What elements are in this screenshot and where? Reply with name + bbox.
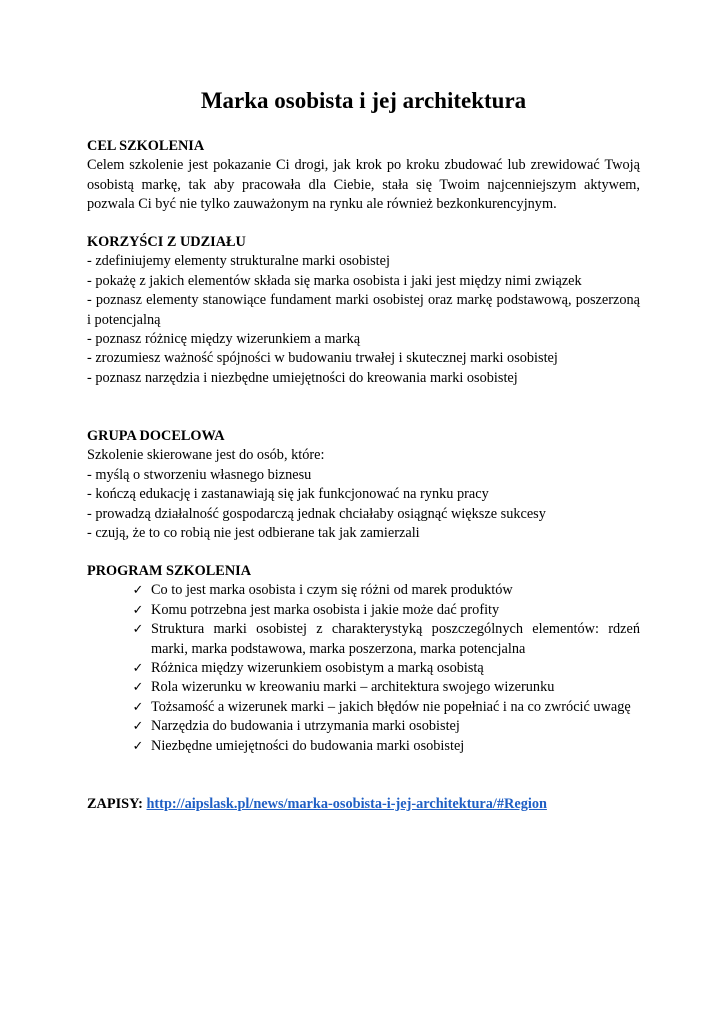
benefit-item: - poznasz różnicę między wizerunkiem a marką bbox=[87, 331, 361, 348]
program-item bbox=[87, 620, 640, 659]
audience-section bbox=[87, 427, 640, 543]
audience-item: - prowadzą działalność gospodarczą jednak chciałaby osiągnąć większe sukcesy bbox=[87, 505, 546, 522]
signup-label: ZAPISY: bbox=[87, 796, 143, 812]
benefit-item: - zdefiniujemy elementy strukturalne marki osobistej bbox=[87, 253, 390, 270]
program-item bbox=[87, 717, 640, 736]
checkmark-icon: ✓ bbox=[132, 719, 144, 735]
goal-text: Celem szkolenie jest pokazanie Ci drogi, jak krok po kroku zbudować lub zrewidować Twoją osobistą markę, tak aby pracowała dla Ciebie, stała się Twoim najcenniejszym aktywem, pozwala Ci być nie tylko zauważonym na rynku ale również bezkonkurencyjnym. bbox=[87, 157, 640, 213]
audience-item: - myślą o stworzeniu własnego biznesu bbox=[87, 466, 312, 483]
checkmark-icon: ✓ bbox=[132, 738, 144, 754]
goal-section bbox=[87, 137, 640, 215]
program-item-text: Narzędzia do budowania i utrzymania marki osobistej bbox=[151, 718, 460, 735]
program-section bbox=[87, 562, 640, 756]
program-item-text: Rola wizerunku w kreowaniu marki – architektura swojego wizerunku bbox=[151, 679, 555, 696]
program-item bbox=[87, 737, 640, 756]
benefits-section bbox=[87, 233, 640, 388]
benefit-item: - zrozumiesz ważność spójności w budowaniu trwałej i skutecznej marki osobistej bbox=[87, 350, 558, 367]
signup-line bbox=[87, 795, 547, 814]
document-title: Marka osobista i jej architektura bbox=[200, 88, 527, 113]
checkmark-icon: ✓ bbox=[132, 602, 144, 618]
signup-link[interactable]: http://aipslask.pl/news/marka-osobista-i-jej-architektura/#Region bbox=[146, 796, 547, 812]
benefit-item: - pokażę z jakich elementów składa się marka osobista i jaki jest między nimi związek bbox=[87, 272, 582, 289]
checkmark-icon: ✓ bbox=[132, 680, 144, 696]
program-item bbox=[87, 678, 640, 697]
program-list bbox=[87, 581, 640, 756]
audience-heading: GRUPA DOCELOWA bbox=[87, 428, 225, 444]
goal-heading: CEL SZKOLENIA bbox=[87, 138, 205, 154]
program-item-text: Co to jest marka osobista i czym się różni od marek produktów bbox=[151, 582, 513, 599]
checkmark-icon: ✓ bbox=[132, 661, 144, 677]
program-item bbox=[87, 601, 640, 620]
benefit-item: - poznasz elementy stanowiące fundament marki osobistej oraz markę podstawową, poszerzoną i potencjalną bbox=[87, 292, 640, 328]
audience-item: - czują, że to co robią nie jest odbierane tak jak zamierzali bbox=[87, 525, 420, 542]
program-item-text: Niezbędne umiejętności do budowania marki osobistej bbox=[151, 737, 465, 754]
program-item-text: Różnica między wizerunkiem osobistym a marką osobistą bbox=[151, 660, 484, 677]
program-item-text: Struktura marki osobistej z charakterystyką poszczególnych elementów: rdzeń marki, marka podstawowa, marka poszerzona, marka potencjalna bbox=[151, 621, 640, 657]
program-item-text: Komu potrzebna jest marka osobista i jakie może dać profity bbox=[151, 601, 500, 618]
program-item bbox=[87, 698, 640, 717]
audience-item: - kończą edukację i zastanawiają się jak funkcjonować na rynku pracy bbox=[87, 486, 489, 503]
checkmark-icon: ✓ bbox=[132, 583, 144, 599]
program-item bbox=[87, 581, 640, 600]
benefits-heading: KORZYŚCI Z UDZIAŁU bbox=[87, 234, 246, 250]
program-item-text: Tożsamość a wizerunek marki – jakich błędów nie popełniać i na co zwrócić uwagę bbox=[151, 698, 631, 715]
checkmark-icon: ✓ bbox=[132, 699, 144, 715]
checkmark-icon: ✓ bbox=[132, 622, 144, 638]
program-item bbox=[87, 659, 640, 678]
program-heading: PROGRAM SZKOLENIA bbox=[87, 563, 252, 579]
audience-intro: Szkolenie skierowane jest do osób, które: bbox=[87, 447, 325, 464]
benefit-item: - poznasz narzędzia i niezbędne umiejętności do kreowania marki osobistej bbox=[87, 369, 518, 386]
